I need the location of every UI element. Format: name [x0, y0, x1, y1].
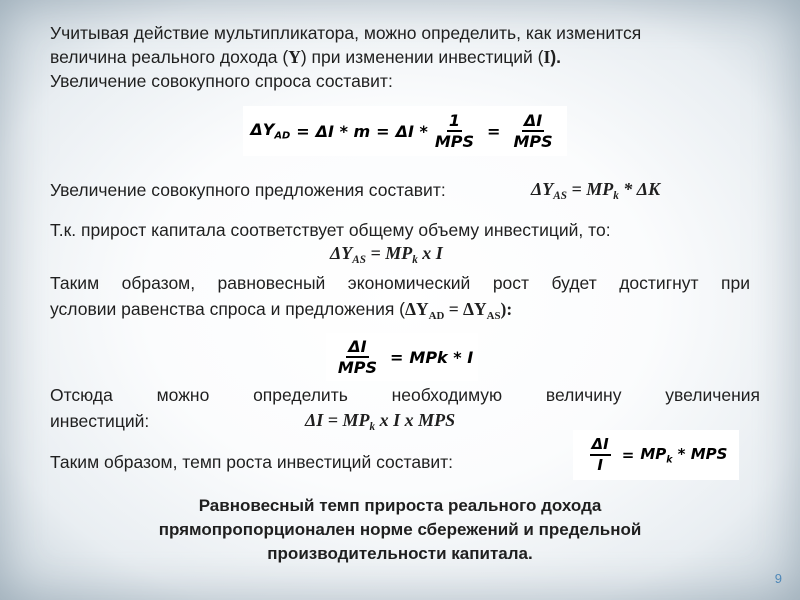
page-number: 9 — [774, 571, 782, 586]
f3-rhs-sub: k — [666, 454, 673, 466]
f2-fraction — [336, 338, 379, 376]
eq-delta-1: ΔY — [405, 299, 429, 319]
f1-lhs-delta: ΔY — [250, 120, 275, 140]
f1-term-1: ΔI * m — [315, 121, 371, 141]
inv-f-sub: k — [369, 420, 376, 433]
inv-f-post: x I x MPS — [375, 410, 456, 430]
eq-delta-2: ΔY — [463, 299, 487, 319]
f3-den: I — [597, 456, 603, 474]
f3-num: ΔI — [590, 436, 611, 456]
f2-den: MPS — [337, 358, 377, 377]
f1-lhs-sub: AD — [274, 130, 291, 142]
formula-demand — [243, 106, 567, 156]
growth-rate-text: Таким образом, темп роста инвестиций составит: — [50, 452, 454, 472]
capital-f-rest1: = MP — [365, 243, 413, 263]
equilibrium-line-2 — [50, 298, 512, 328]
f3-eq: = — [621, 446, 635, 464]
intro-text-1: Учитывая действие мультипликатора, можно определить, как изменится — [50, 23, 642, 43]
intro-text-2a: величина реального дохода ( — [50, 47, 289, 67]
f1-frac1-num: 1 — [448, 111, 461, 130]
intro-text-2b: ) при изменении инвестиций ( — [300, 47, 544, 67]
f3-rhs-pre: MP — [640, 444, 667, 463]
f3-fraction — [590, 436, 611, 474]
intro-text-3: Увеличение совокупного спроса составит: — [50, 71, 393, 91]
capital-line — [50, 219, 611, 242]
investment-text-2: инвестиций: — [50, 411, 150, 431]
conclusion-line-3: производительности капитала. — [267, 544, 533, 563]
supply-f-sub: AS — [553, 189, 567, 202]
supply-f-sub2: k — [613, 189, 619, 202]
intro-line-1 — [50, 22, 641, 45]
eq-sub-2: AS — [486, 309, 501, 322]
investment-line-1 — [50, 384, 760, 407]
equilibrium-text-2a: условии равенства спроса и предложения ( — [50, 299, 406, 319]
investment-text-1: Отсюда можно определить необходимую величину увеличения — [50, 385, 760, 405]
f1-term-2: ΔI * — [395, 121, 428, 141]
intro-text-2c: ). — [550, 47, 562, 67]
f1-fraction-2 — [511, 112, 554, 150]
investment-formula — [305, 409, 455, 439]
conclusion-line-1: Равновесный темп прироста реального дохода — [198, 496, 602, 515]
intro-line-2 — [50, 46, 561, 69]
formula-equilibrium — [326, 333, 478, 381]
supply-formula — [531, 178, 660, 208]
f1-frac2-num: ΔI — [523, 111, 543, 130]
capital-f-rest2: x I — [417, 243, 443, 263]
var-y: Y — [288, 47, 301, 67]
var-i: I — [543, 47, 551, 67]
supply-label: Увеличение совокупного предложения составит: — [50, 180, 446, 200]
f2-eq: = — [390, 347, 404, 367]
f1-frac2-den: MPS — [513, 132, 553, 151]
f1-eq-2: = — [376, 121, 390, 141]
f2-num: ΔI — [348, 337, 367, 356]
equilibrium-line-1 — [50, 272, 750, 295]
intro-line-3 — [50, 70, 393, 93]
f1-lhs — [250, 120, 290, 141]
eq-mid: = — [444, 299, 464, 319]
f2-rhs: MPk * I — [409, 347, 474, 367]
conclusion-line-2: прямопропорционален норме сбережений и предельной — [158, 520, 642, 539]
eq-post: ): — [500, 299, 513, 319]
supply-f-rest1: = MP — [566, 179, 614, 199]
f1-eq-1: = — [296, 121, 310, 141]
investment-line-2 — [50, 410, 149, 433]
f3-rhs-post: * MPS — [672, 444, 728, 463]
f1-frac1-den: MPS — [434, 132, 475, 151]
capital-f-delta: ΔY — [330, 243, 353, 263]
f1-fraction-1 — [433, 112, 476, 150]
inv-f-pre: ΔI = MP — [305, 410, 370, 430]
capital-f-sub2: k — [412, 253, 418, 266]
supply-f-delta: ΔY — [531, 179, 554, 199]
capital-formula — [330, 242, 443, 272]
supply-line — [50, 179, 446, 202]
capital-text: Т.к. прирост капитала соответствует общему объему инвестиций, то: — [50, 220, 611, 240]
supply-f-rest2: * ΔK — [618, 179, 661, 199]
f1-eq-3: = — [487, 121, 501, 141]
eq-sub-1: AD — [428, 309, 445, 322]
f3-rhs — [640, 445, 727, 465]
growth-rate-line — [50, 451, 453, 474]
conclusion — [150, 494, 650, 566]
capital-f-sub: AS — [352, 253, 366, 266]
formula-growth-rate — [573, 430, 739, 480]
equilibrium-text-1: Таким образом, равновесный экономический рост будет достигнут при — [50, 273, 750, 293]
